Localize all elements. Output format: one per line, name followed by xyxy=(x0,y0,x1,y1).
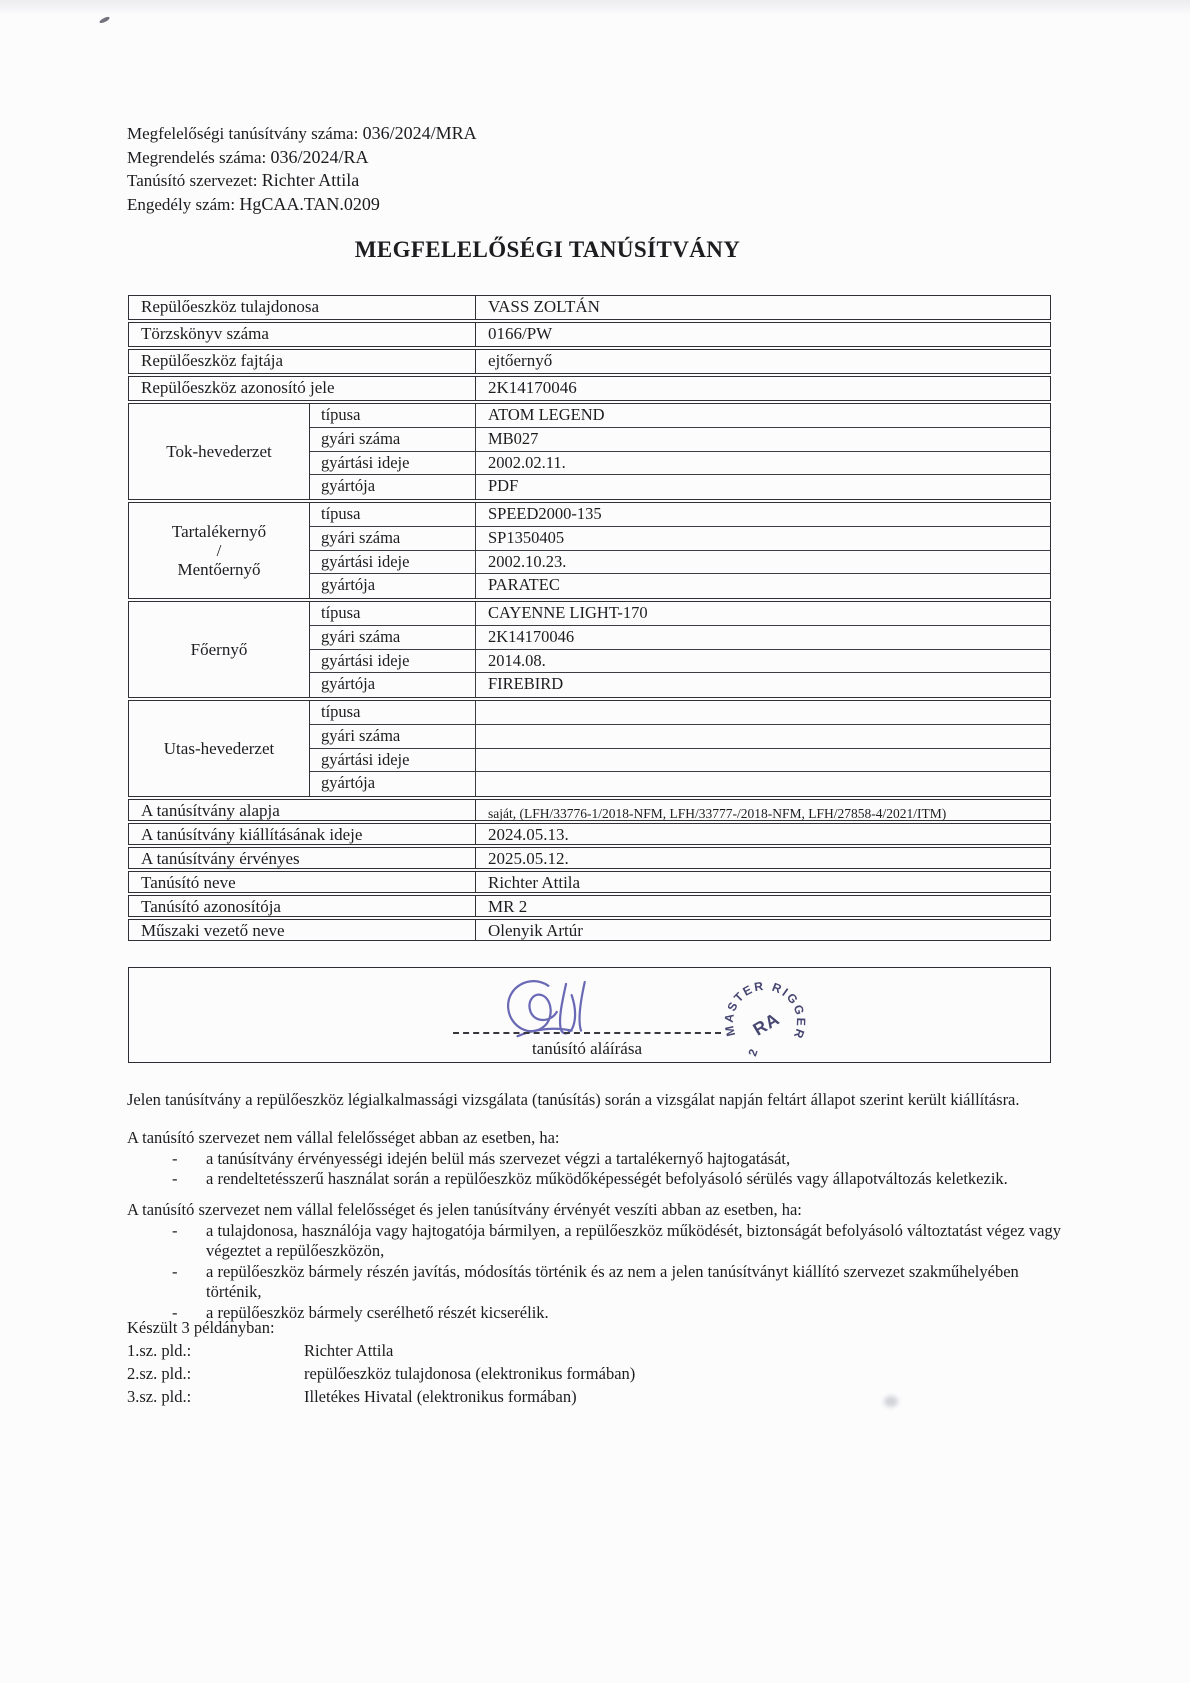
table-row xyxy=(310,527,1050,551)
table-row xyxy=(128,823,1051,845)
section-group-label xyxy=(129,404,310,499)
group-line: / xyxy=(216,541,222,560)
group-line: Főernyő xyxy=(190,640,248,659)
row-value xyxy=(476,725,1050,748)
row-label: A tanúsítvány alapja xyxy=(129,800,476,820)
row-label: típusa xyxy=(310,503,476,526)
row-label: gyári száma xyxy=(310,725,476,748)
copy-value: repülőeszköz tulajdonosa (elektronikus formában) xyxy=(304,1364,636,1383)
dash-marker: - xyxy=(172,1148,178,1168)
row-value: 0166/PW xyxy=(488,324,553,343)
table-section-main-canopy xyxy=(128,601,1051,698)
row-label: gyártója xyxy=(310,772,476,796)
signature-caption: tanúsító aláírása xyxy=(532,1039,642,1058)
copy-value: Illetékes Hivatal (elektronikus formában) xyxy=(304,1387,577,1406)
group-line: Utas-hevederzet xyxy=(163,739,275,758)
section-rows xyxy=(310,404,1050,499)
list-item xyxy=(127,1221,1069,1262)
row-label: típusa xyxy=(310,701,476,724)
list-item xyxy=(127,1149,1069,1170)
master-rigger-stamp xyxy=(707,964,822,1079)
issued-note: Jelen tanúsítvány a repülőeszköz légialkalmassági vizsgálata (tanúsítás) során a vizsgálat napján feltárt állapot szerint került kiállításra. xyxy=(127,1090,1020,1109)
order-number-value: 036/2024/RA xyxy=(270,146,369,167)
table-row xyxy=(128,322,1051,347)
section-rows xyxy=(310,503,1050,598)
row-label: gyártója xyxy=(310,475,476,499)
table-row xyxy=(128,376,1051,401)
row-label: Repülőeszköz azonosító jele xyxy=(129,377,476,400)
table-row xyxy=(310,772,1050,796)
stamp-number: 2 xyxy=(746,1047,761,1058)
row-value xyxy=(476,772,1050,796)
row-value: 2014.08. xyxy=(488,650,546,670)
table-row xyxy=(310,574,1050,598)
table-row xyxy=(128,799,1051,821)
certificate-number-label: Megfelelőségi tanúsítvány száma: xyxy=(127,124,359,143)
list-item xyxy=(127,1169,1069,1190)
copy-label: 3.sz. pld.: xyxy=(127,1387,192,1406)
liability-block-1 xyxy=(127,1128,1069,1190)
liability-intro: A tanúsító szervezet nem vállal felelősséget abban az esetben, ha: xyxy=(127,1128,560,1147)
row-value: SPEED2000-135 xyxy=(488,504,602,523)
permit-number-value: HgCAA.TAN.0209 xyxy=(239,193,380,214)
table-row xyxy=(310,701,1050,725)
dash-marker: - xyxy=(172,1302,178,1322)
certificate-number-value: 036/2024/MRA xyxy=(362,123,477,143)
table-row xyxy=(310,551,1050,575)
page-title-text: MEGFELELŐSÉGI TANÚSÍTVÁNY xyxy=(354,237,741,262)
table-row xyxy=(128,847,1051,869)
group-line: Mentőernyő xyxy=(177,560,261,579)
row-label: gyártási ideje xyxy=(310,551,476,574)
signature-box xyxy=(128,967,1051,1063)
table-row xyxy=(310,725,1050,749)
table-row xyxy=(310,650,1050,674)
section-group-label xyxy=(129,701,310,796)
stamp-arc-text: MASTER RIGGER xyxy=(721,978,809,1042)
section-group-label xyxy=(129,503,310,598)
row-value: Richter Attila xyxy=(488,873,581,892)
row-value: ejtőernyő xyxy=(488,351,553,370)
row-value xyxy=(476,749,1050,772)
table-row xyxy=(310,503,1050,527)
table-row xyxy=(310,626,1050,650)
bullet-list xyxy=(127,1149,1069,1190)
group-line: Tok-hevederzet xyxy=(166,442,272,461)
list-item-text: a tanúsítvány érvényességi idején belül más szervezet végzi a tartalékernyő hajtogatását, xyxy=(206,1148,791,1168)
row-label: gyári száma xyxy=(310,527,476,550)
stamp-center-text: RA xyxy=(749,1008,784,1040)
copy-label: 1.sz. pld.: xyxy=(127,1341,192,1360)
row-value: MR 2 xyxy=(488,897,528,916)
page-title xyxy=(128,237,1051,263)
table-section-harness xyxy=(128,403,1051,500)
header-line xyxy=(127,169,477,193)
copy-row xyxy=(127,1385,635,1408)
table-row xyxy=(128,895,1051,917)
row-value: PDF xyxy=(488,476,519,496)
row-value: 2025.05.12. xyxy=(488,849,569,868)
row-label: típusa xyxy=(310,404,476,427)
dash-marker: - xyxy=(172,1220,178,1240)
copy-value: Richter Attila xyxy=(304,1341,394,1360)
copy-label: 2.sz. pld.: xyxy=(127,1364,192,1383)
copies-block xyxy=(127,1316,635,1408)
signature-dashed-line xyxy=(453,1032,721,1034)
row-label: gyártója xyxy=(310,673,476,697)
row-label: gyártási ideje xyxy=(310,650,476,673)
document-header xyxy=(127,122,477,216)
section-rows xyxy=(310,701,1050,796)
section-group-label xyxy=(129,602,310,697)
ink-fleck-artifact xyxy=(99,16,111,24)
group-line: Tartalékernyő xyxy=(171,522,267,541)
dash-marker: - xyxy=(172,1169,178,1188)
row-label: A tanúsítvány kiállításának ideje xyxy=(129,824,476,844)
row-value: PARATEC xyxy=(488,575,560,595)
table-section-passenger-harness xyxy=(128,700,1051,797)
copy-row xyxy=(127,1362,635,1385)
row-value: saját, (LFH/33776-1/2018-NFM, LFH/33777-/2018-NFM, LFH/27858-4/2021/ITM) xyxy=(488,806,947,821)
row-value: Olenyik Artúr xyxy=(488,921,583,940)
permit-number-label: Engedély szám: xyxy=(127,194,236,214)
header-line xyxy=(127,193,477,217)
table-row xyxy=(128,919,1051,941)
table-row xyxy=(310,428,1050,452)
header-line xyxy=(127,122,477,146)
row-label: típusa xyxy=(310,602,476,625)
list-item-text: a tulajdonosa, használója vagy hajtogatója bármilyen, a repülőeszköz működését, biztonságát befolyásoló változtatást végez vagy végeztet a repülőeszközön, xyxy=(206,1220,1061,1260)
row-value: 2K14170046 xyxy=(488,378,577,397)
row-label: gyártási ideje xyxy=(310,749,476,772)
row-value: 2002.02.11. xyxy=(488,452,566,472)
scan-smudge-artifact xyxy=(884,1396,898,1407)
row-label: gyári száma xyxy=(310,626,476,649)
certifier-org-label: Tanúsító szervezet: xyxy=(127,171,258,190)
table-section-reserve-canopy xyxy=(128,502,1051,599)
row-label: Törzskönyv száma xyxy=(129,323,476,346)
row-label: Műszaki vezető neve xyxy=(129,920,476,940)
row-label: Tanúsító neve xyxy=(129,872,476,892)
table-row xyxy=(310,749,1050,773)
order-number-label: Megrendelés száma: xyxy=(127,147,267,167)
copy-row xyxy=(127,1339,635,1362)
row-label: Repülőeszköz fajtája xyxy=(129,350,476,373)
table-row xyxy=(310,673,1050,697)
table-row xyxy=(310,452,1050,476)
list-item-text: a repülőeszköz bármely részén javítás, módosítás történik és az nem a jelen tanúsítványt kiállító szervezet szakműhelyében történik, xyxy=(206,1261,1019,1301)
certificate-table xyxy=(128,295,1051,943)
row-value xyxy=(476,701,1050,724)
table-row xyxy=(310,404,1050,428)
table-row xyxy=(128,349,1051,374)
row-value: 2K14170046 xyxy=(488,626,575,646)
table-row xyxy=(310,602,1050,626)
scan-edge-shade xyxy=(0,0,1190,16)
certifier-org-value: Richter Attila xyxy=(261,170,360,190)
row-value: FIREBIRD xyxy=(488,674,564,694)
row-label: A tanúsítvány érvényes xyxy=(129,848,476,868)
row-value: VASS ZOLTÁN xyxy=(488,297,600,316)
row-label: Tanúsító azonosítója xyxy=(129,896,476,916)
row-label: gyártója xyxy=(310,574,476,598)
table-row xyxy=(128,295,1051,320)
row-label: gyári száma xyxy=(310,428,476,451)
section-rows xyxy=(310,602,1050,697)
list-item-text: a repülőeszköz bármely cserélhető részét kicserélik. xyxy=(206,1302,549,1322)
copies-intro: Készült 3 példányban: xyxy=(127,1318,275,1337)
row-value: 2024.05.13. xyxy=(488,825,569,844)
liability-block-2 xyxy=(127,1200,1069,1323)
row-value: 2002.10.23. xyxy=(488,551,567,571)
row-label: Repülőeszköz tulajdonosa xyxy=(129,296,476,319)
dash-marker: - xyxy=(172,1261,178,1281)
row-value: ATOM LEGEND xyxy=(488,405,605,424)
bullet-list xyxy=(127,1221,1069,1324)
row-value: CAYENNE LIGHT-170 xyxy=(488,603,648,622)
row-value: SP1350405 xyxy=(488,527,565,547)
liability-intro: A tanúsító szervezet nem vállal felelősséget és jelen tanúsítvány érvényét veszíti abban az esetben, ha: xyxy=(127,1200,802,1219)
list-item xyxy=(127,1262,1069,1303)
list-item-text: a rendeltetésszerű használat során a repülőeszköz működőképességét befolyásoló sérülés vagy állapotváltozás keletkezik. xyxy=(206,1169,1008,1188)
header-line xyxy=(127,146,477,170)
row-label: gyártási ideje xyxy=(310,452,476,475)
table-row xyxy=(128,871,1051,893)
table-row xyxy=(310,475,1050,499)
row-value: MB027 xyxy=(488,428,539,448)
